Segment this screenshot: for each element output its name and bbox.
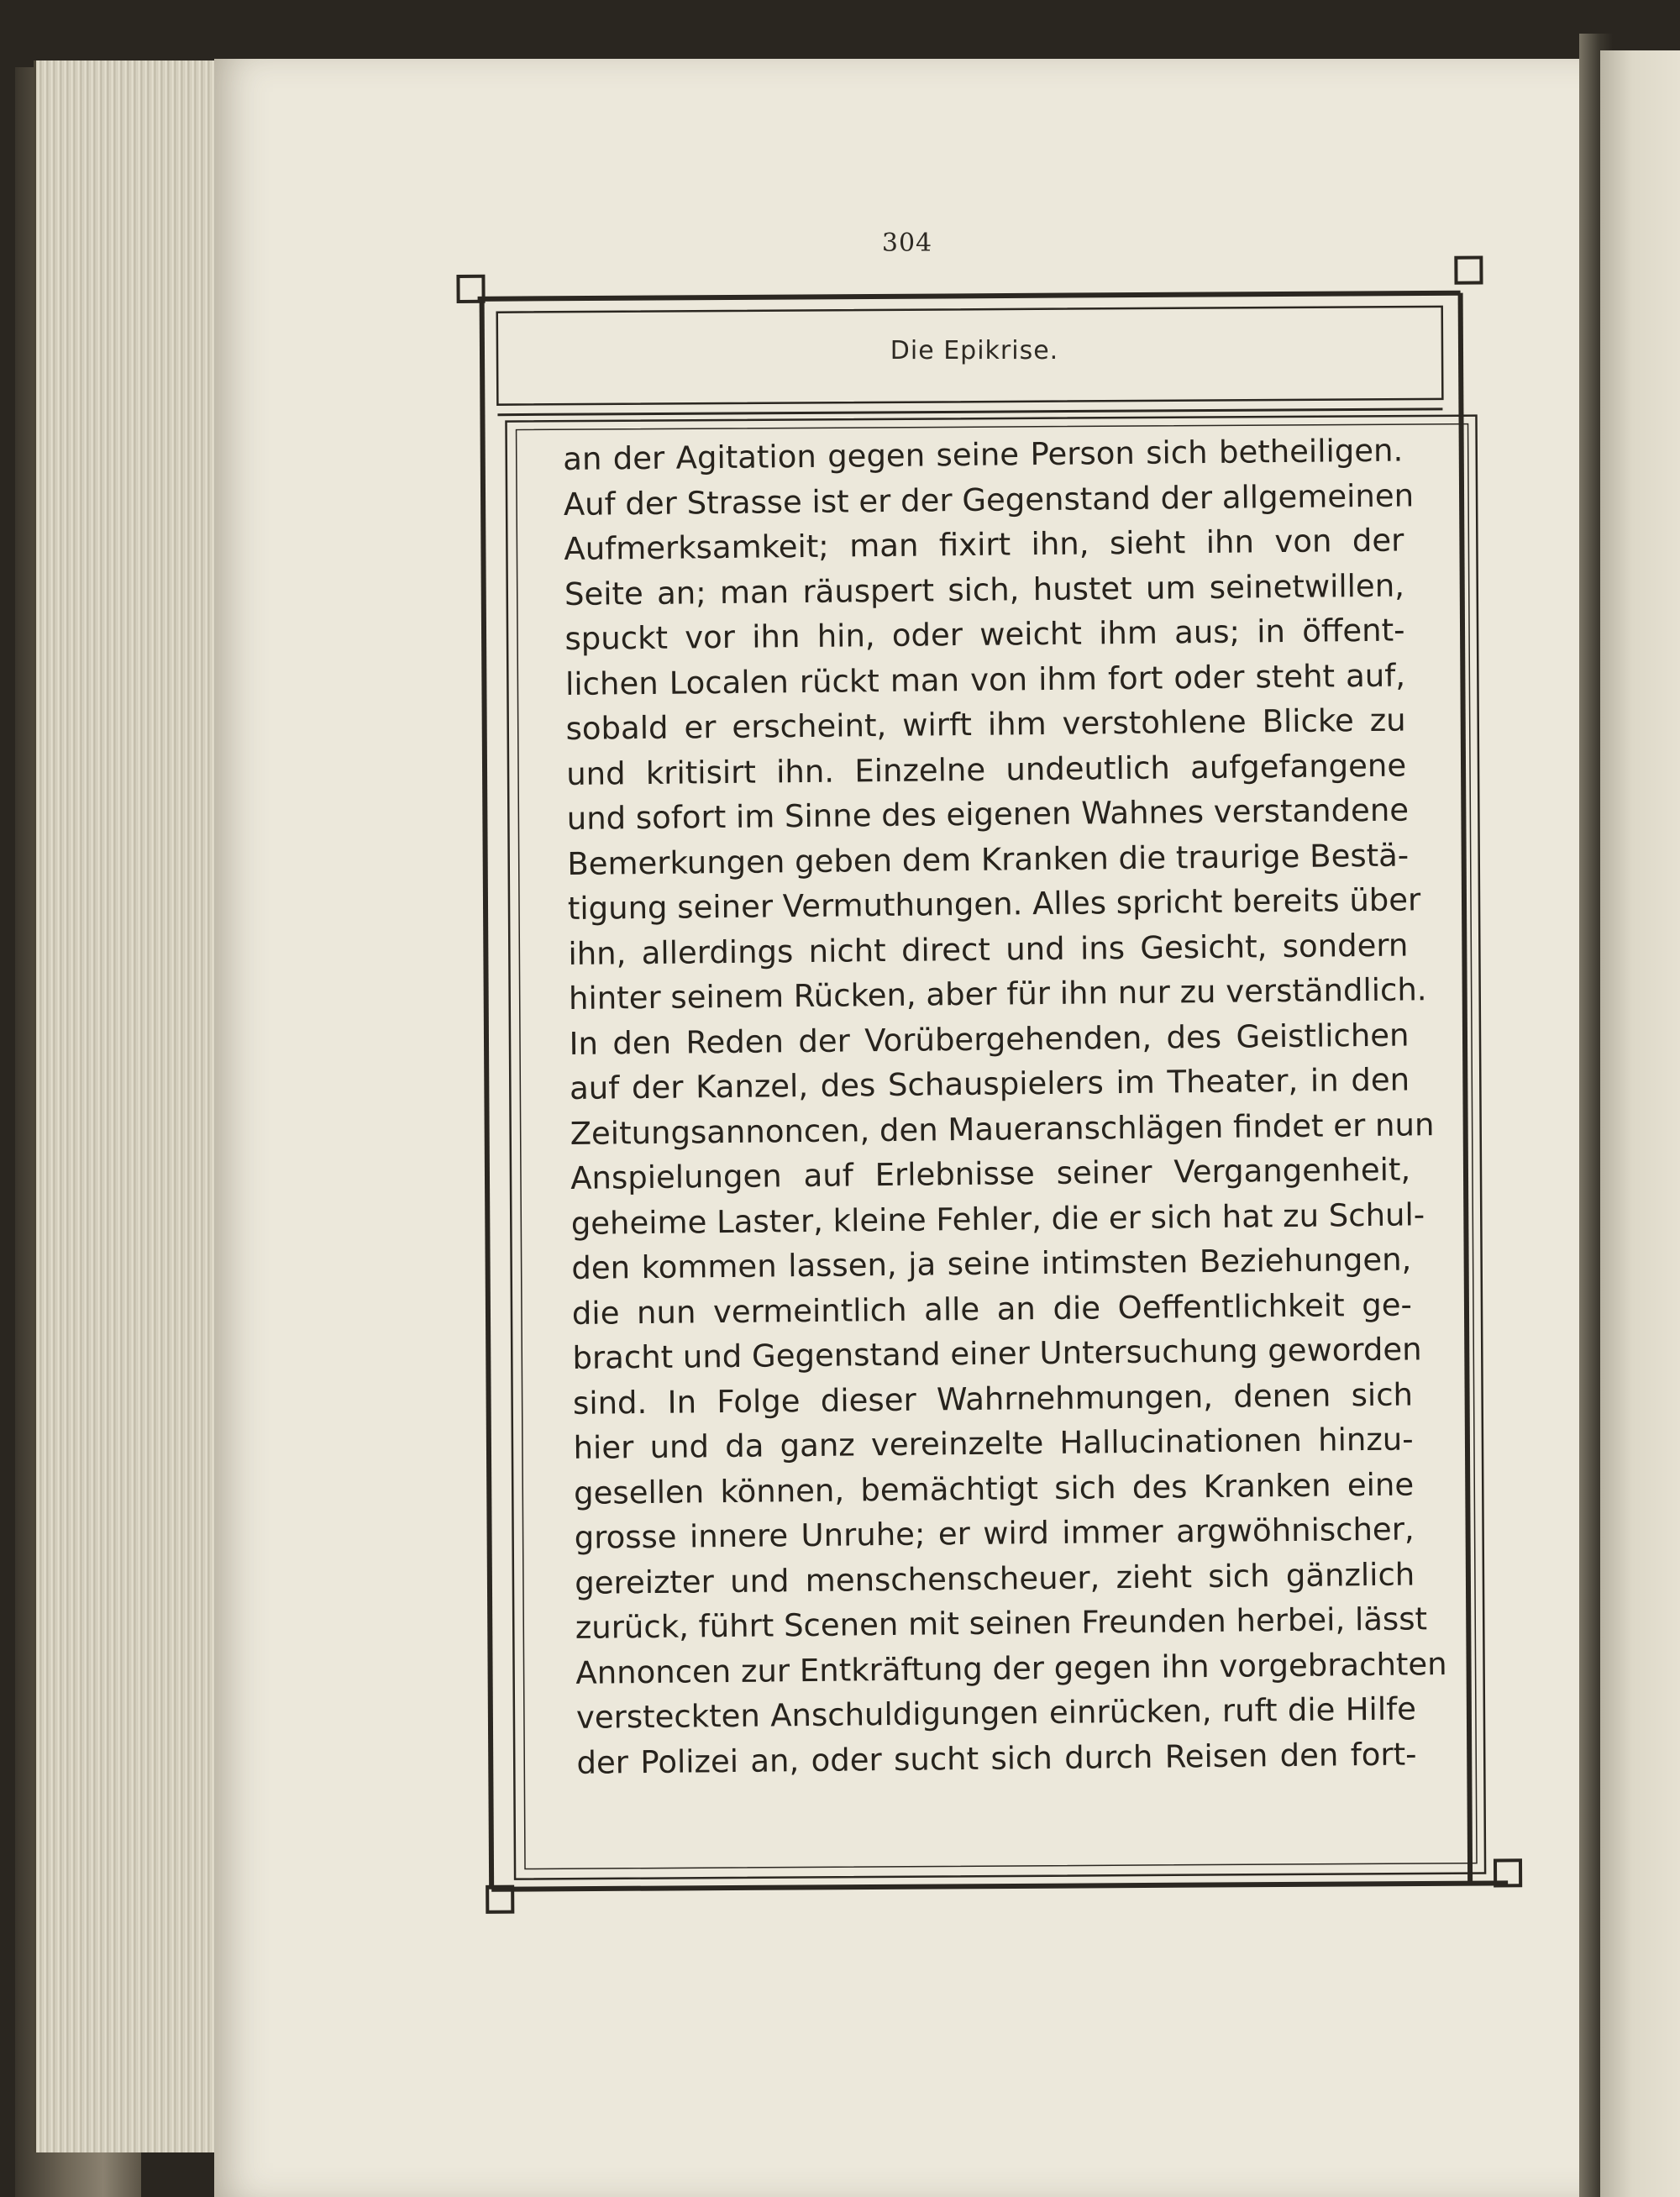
text-line: sobald er erscheint, wirft ihm verstohlene Blicke zu (565, 702, 1406, 747)
text-line: der Polizei an, oder sucht sich durch Reisen den fort- (576, 1735, 1417, 1781)
running-header: Die Epikrise. (890, 336, 1059, 365)
text-line: den kommen lassen, ja seine intimsten Beziehungen, (571, 1241, 1412, 1286)
text-line: lichen Localen rückt man von ihm fort oder steht auf, (564, 657, 1406, 702)
text-line: spuckt vor ihn hin, oder weicht ihm aus; in öffent- (564, 612, 1405, 657)
text-line: In den Reden der Vorübergehenden, des Geistlichen (569, 1016, 1410, 1062)
text-line: tigung seiner Vermuthungen. Alles spricht bereits über (567, 881, 1421, 927)
text-line: gesellen können, bemächtigt sich des Kranken eine (573, 1465, 1415, 1511)
page-number: 304 (881, 229, 933, 258)
text-line: Annoncen zur Entkräftung der gegen ihn vorgebrachten (575, 1645, 1447, 1691)
page-stack-edge (34, 60, 229, 2152)
text-line: sind. In Folge dieser Wahrnehmungen, denen sich (572, 1375, 1414, 1422)
text-line: Anspielungen auf Erlebnisse seiner Vergangenheit, (570, 1151, 1411, 1196)
text-line: hier und da ganz vereinzelte Hallucinationen hinzu- (573, 1421, 1414, 1466)
text-line: gereizter und menschenscheuer, zieht sich gänzlich (575, 1555, 1415, 1601)
text-line: auf der Kanzel, des Schauspielers im Theater, in den (569, 1061, 1410, 1106)
text-line: die nun vermeintlich alle an die Oeffentlichkeit ge- (571, 1285, 1413, 1332)
text-line: Bemerkungen geben dem Kranken die traurige Bestä- (567, 836, 1410, 882)
text-line: Aufmerksamkeit; man fixirt ihn, sieht ihn von der (564, 522, 1404, 567)
text-line: Zeitungsannoncen, den Maueranschlägen findet er nun (570, 1106, 1435, 1152)
text-line: und kritisirt ihn. Einzelne undeutlich aufgefangene (565, 747, 1407, 792)
text-line: geheime Laster, kleine Fehler, die er sich hat zu Schul- (570, 1196, 1425, 1242)
book-page-right-edge (1600, 50, 1680, 2197)
text-line: hinter seinem Rücken, aber für ihn nur zu verständlich. (568, 971, 1427, 1017)
text-line: und sofort im Sinne des eigenen Wahnes verstandene (566, 791, 1410, 837)
text-line: bracht und Gegenstand einer Untersuchung geworden (572, 1331, 1422, 1376)
text-line: ihn, allerdings nicht direct und ins Gesicht, sondern (568, 926, 1409, 972)
text-line: grosse innere Unruhe; er wird immer argwöhnischer, (574, 1511, 1415, 1556)
text-line: zurück, führt Scenen mit seinen Freunden herbei, lässt (575, 1600, 1428, 1646)
text-line: Seite an; man räuspert sich, hustet um seinetwillen, (564, 567, 1405, 612)
body-text (563, 428, 1447, 1785)
text-line: Auf der Strasse ist er der Gegenstand der allgemeinen (563, 476, 1415, 523)
text-line: versteckten Anschuldigungen einrücken, ruft die Hilfe (575, 1690, 1417, 1736)
text-line: an der Agitation gegen seine Person sich betheiligen. (563, 432, 1404, 477)
